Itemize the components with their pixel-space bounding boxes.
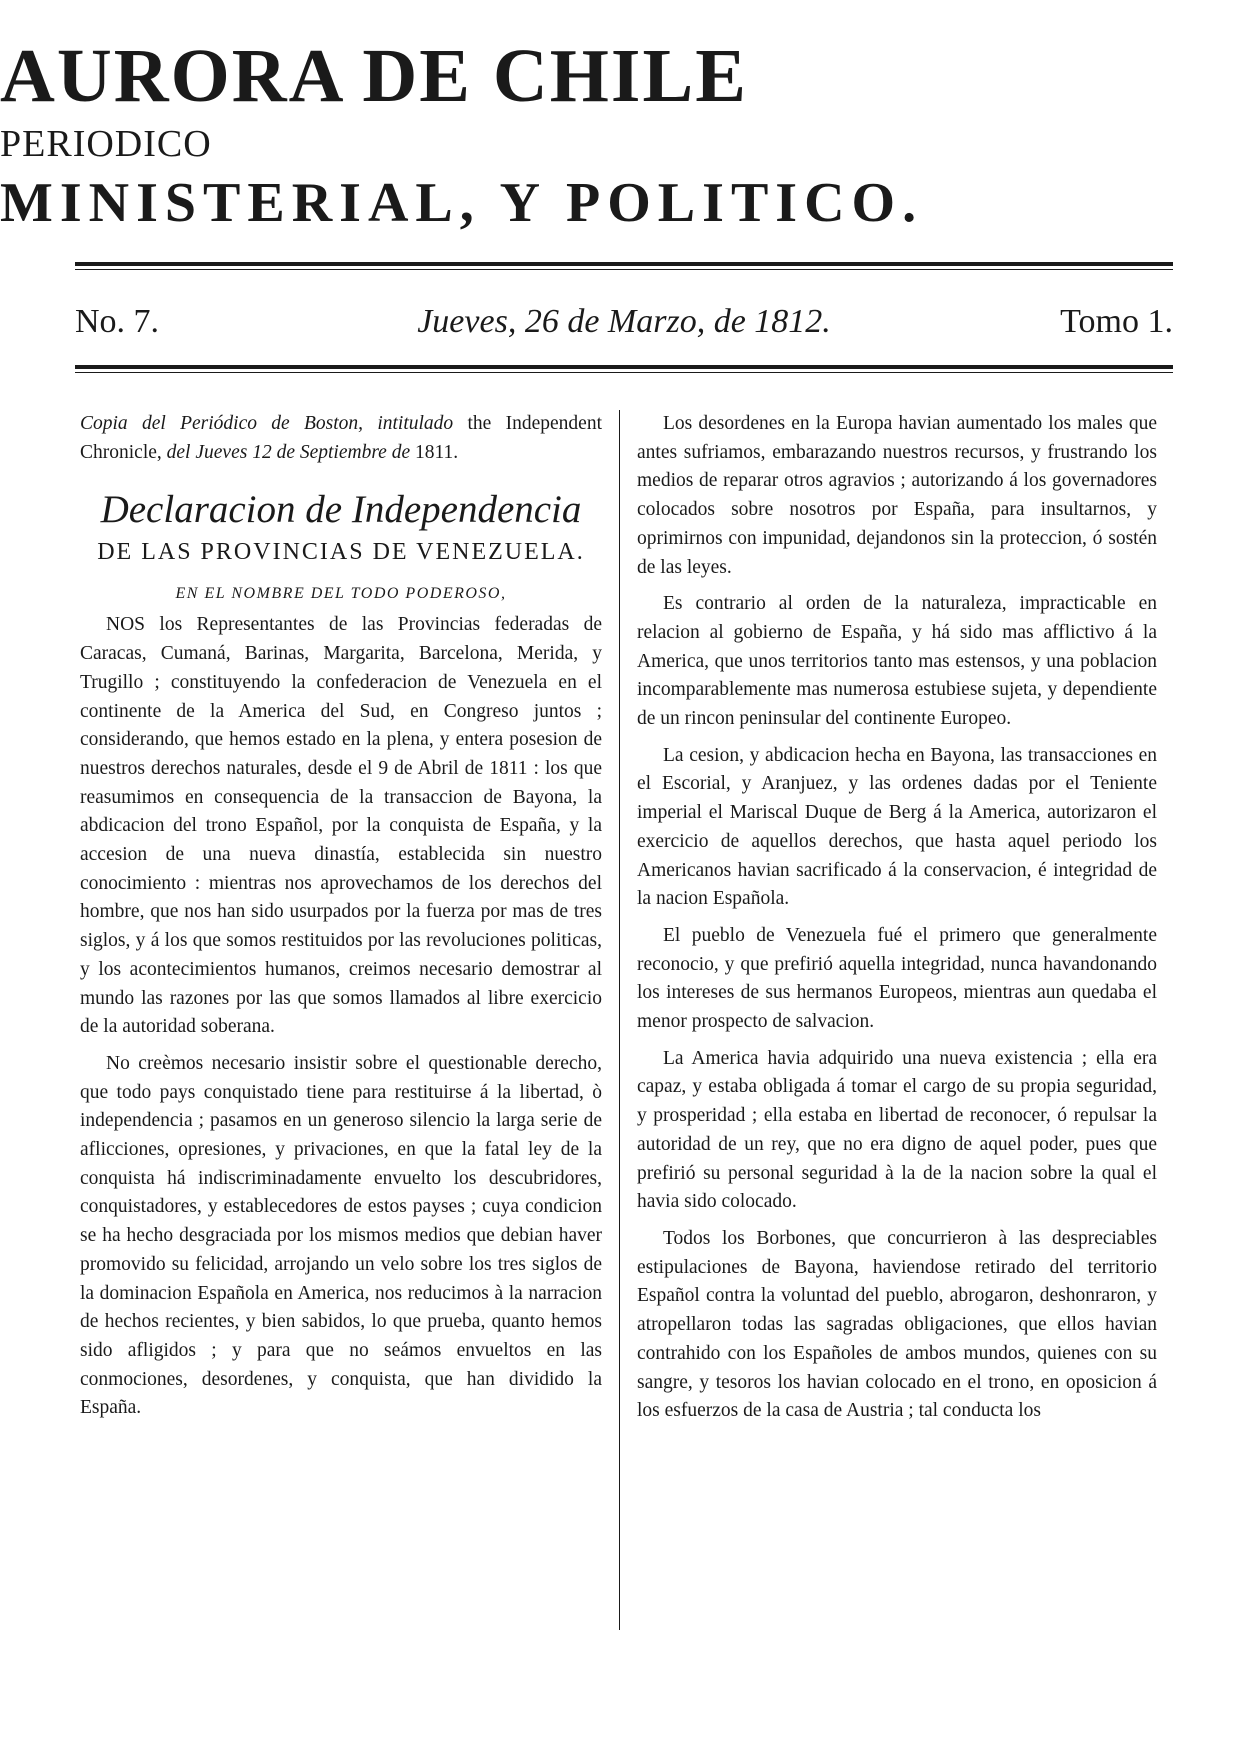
column-divider xyxy=(619,410,620,1630)
copy-note-part-3: del Jueves 12 de Septiembre de xyxy=(166,441,411,463)
masthead-rule-bottom xyxy=(75,365,1173,373)
article-paragraph: La cesion, y abdicacion hecha en Bayona, las transacciones en el Escorial, y Aranjuez, y las ordenes dadas por el Teniente imperial el Mariscal Duque de Berg á la America, autorizaron el exercicio de aquellos derechos, que hasta aquel periodo los Americanos havian sacrificado á la conservacion, é integridad de la nacion Española. xyxy=(637,744,1157,910)
masthead-rule-top xyxy=(75,262,1173,270)
volume-number: Tomo 1. xyxy=(1060,303,1173,340)
article-paragraph: Todos los Borbones, que concurrieron à las despreciables estipulaciones de Bayona, haviendose retirado del territorio Español contra la voluntad del pueblo, abrogaron, deshonraron, y atropellaron todas las sagradas obligaciones, que ellos havian contrahido con los Españoles de ambos mundos, quienes con su sangre, y tesoros los havian colocado en el trono, en oposicion á los esfuerzos de la casa de Austria ; tal conducta los xyxy=(637,1227,1157,1422)
declaration-subtitle: DE LAS PROVINCIAS DE VENEZUELA. xyxy=(97,539,585,566)
declaration-title: Declaracion de Independencia xyxy=(100,488,582,532)
copy-note-part-4: 1811. xyxy=(410,441,459,463)
article-paragraph: El pueblo de Venezuela fué el primero que generalmente reconocio, y que prefirió aquella integridad, nunca havandonando los intereses de sus hermanos Europeos, mientras aun quedaba el menor prospecto de salvacion. xyxy=(637,924,1157,1033)
newspaper-title: AURORA DE CHILE xyxy=(0,34,748,118)
newspaper-subtitle-2: MINISTERIAL, Y POLITICO. xyxy=(0,172,924,234)
article-paragraph: No creèmos necesario insistir sobre el questionable derecho, que todo pays conquistado tiene para restituirse á la libertad, ò independencia ; pasamos en un generoso silencio la larga serie de aflicciones, opresiones, y privaciones, en que la fatal ley de la conquista há indiscriminadamente envuelto los descubridores, conquistadores, y establecedores de estos payses ; cuya condicion se ha hecho desgraciada por los mismos medios que debian haver promovido su felicidad, arrojando un velo sobre los tres siglos de la dominacion Española en America, nos reducimos à la narracion de hechos recientes, y bien sabidos, lo que prueba, quanto hemos sido afligidos ; y para que no seámos envueltos en las conmociones, desordenes, y conquista, que han dividido la España. xyxy=(80,1052,602,1419)
issue-number: No. 7. xyxy=(75,303,160,340)
left-column xyxy=(80,410,602,1431)
copy-note-part-1: Copia del Periódico de Boston, intitulado xyxy=(80,413,454,434)
article-paragraph: Los desordenes en la Europa havian aumentado los males que antes sufriamos, embarazando nuestros recursos, y frustrando los medios de reparar otros agravios ; autorizando á los governadores colocados sobre nosotros por España, para insultarnos, y oprimirnos con impunidad, dejandonos sin la proteccion, ó sostén de las leyes. xyxy=(637,413,1157,578)
right-column xyxy=(637,410,1157,1434)
article-paragraph: La America havia adquirido una nueva existencia ; ella era capaz, y estaba obligada á tomar el cargo de su propia seguridad, y prosperidad ; ella estaba en libertad de reconocer, ó repulsar la autoridad de un rey, que no era digno de aquel poder, pues que prefirió su personal seguridad à la de la nacion sobre la qual el havia sido colocado. xyxy=(637,1047,1157,1213)
issue-date: Jueves, 26 de Marzo, de 1812. xyxy=(417,303,831,340)
dateline xyxy=(75,300,1173,344)
copy-note-part-2: the Independent Chronicle, xyxy=(80,413,602,463)
invocation-heading: EN EL NOMBRE DEL TODO PODEROSO, xyxy=(175,585,507,603)
article-paragraph: NOS los Representantes de las Provincias federadas de Caracas, Cumaná, Barinas, Margarita, Barcelona, Merida, y Trugillo ; constituyendo la confederacion de Venezuela en el continente de la America del Sud, en Congreso juntos ; considerando, que hemos estado en la plena, y entera posesion de nuestros derechos naturales, desde el 9 de Abril de 1811 : los que reasumimos en consequencia de la transaccion de Bayona, la abdicacion del trono Español, por la conquista de España, y la accesion de una nueva dinastía, establecida sin nuestro conocimiento : mientras nos aprovechamos de los derechos del hombre, que nos han sido usurpados por la fuerza por mas de tres siglos, y á los que somos restituidos por las revoluciones politicas, y los acontecimientos humanos, creimos necesario demostrar al mundo las razones por las que somos llamados al libre exercicio de la autoridad soberana. xyxy=(80,614,602,1038)
copy-note xyxy=(80,410,602,467)
newspaper-subtitle: PERIODICO xyxy=(0,123,212,165)
article-paragraph: Es contrario al orden de la naturaleza, impracticable en relacion al gobierno de España, y há sido mas afflictivo á la America, que unos territorios tanto mas estensos, y una poblacion incomparablemente mas numerosa estubiese sujeta, y dependiente de un rincon peninsular del continente Europeo. xyxy=(637,593,1157,730)
